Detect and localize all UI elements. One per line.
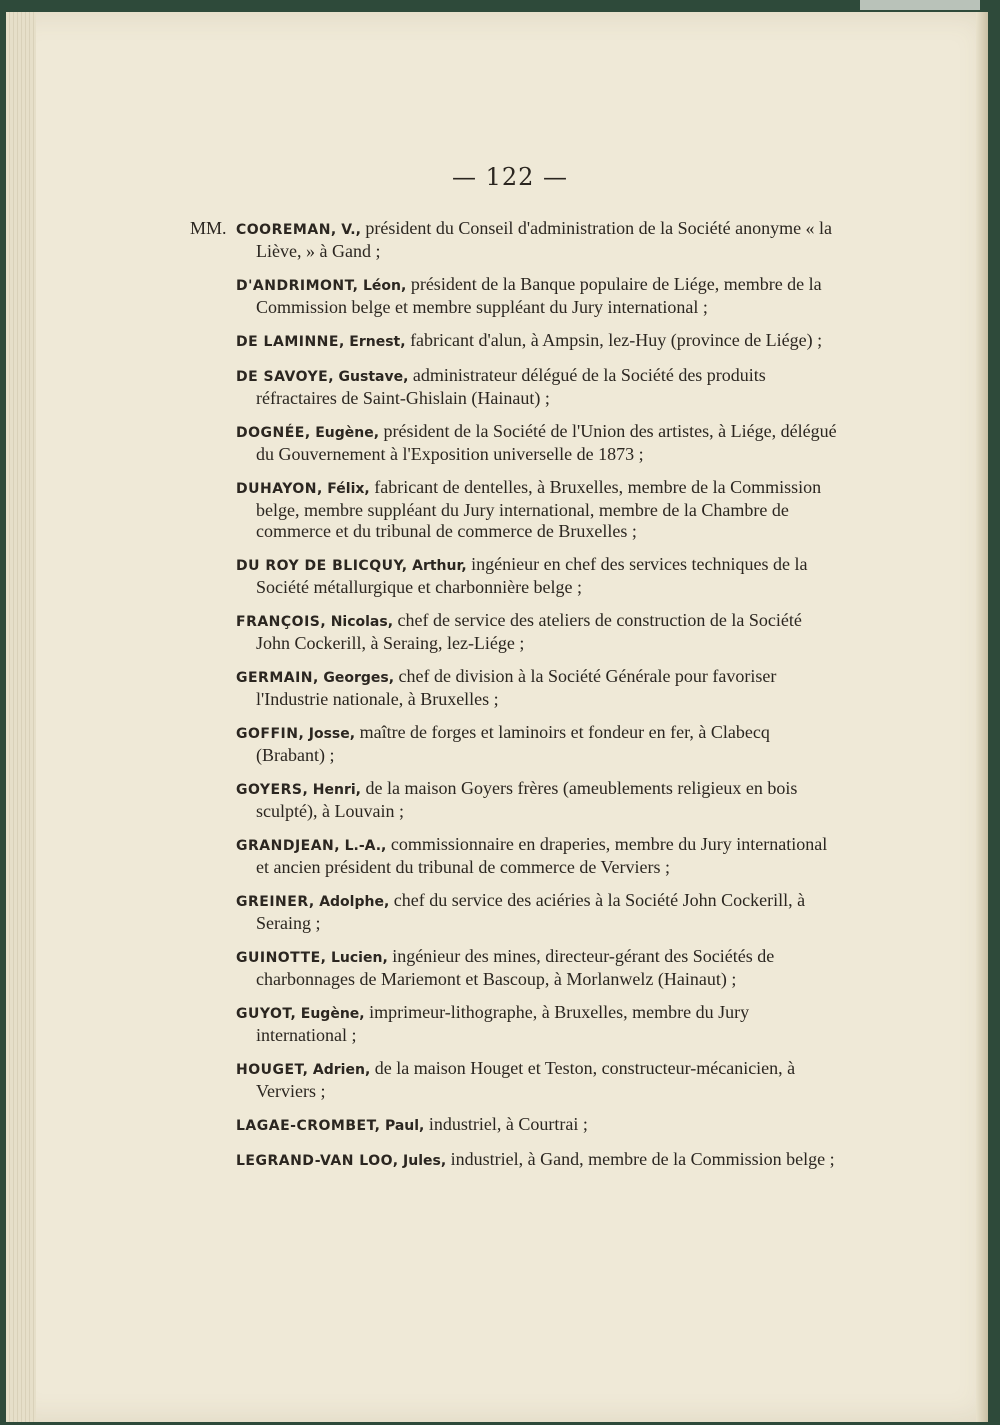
entry-description: ingénieur des mines, directeur-gérant des Sociétés de charbonnages de Mariemont et Bascoup, à Morlanwelz (Hainaut) ; — [256, 946, 775, 989]
entry-surname: DUHAYON, — [236, 481, 323, 497]
entry-description: de la maison Goyers frères (ameublements religieux en bois sculpté), à Louvain ; — [256, 778, 798, 821]
entry-description: fabricant d'alun, à Ampsin, lez-Huy (province de Liége) ; — [410, 330, 823, 350]
entry-given-name: Arthur, — [412, 558, 467, 574]
entry-given-name: Henri, — [312, 782, 361, 798]
list-item — [190, 834, 840, 878]
entry-given-name: Jules, — [403, 1153, 447, 1169]
page-right-edge — [976, 12, 988, 1422]
entry-description: industriel, à Courtrai ; — [428, 1114, 588, 1134]
entry-description: président de la Société de l'Union des artistes, à Liége, délégué du Gouvernement à l'Exposition universelle de 1873 ; — [256, 421, 837, 464]
list-item — [190, 946, 840, 990]
list-item — [190, 1114, 840, 1137]
page-leaves-edge — [6, 12, 36, 1422]
list-item — [190, 330, 840, 353]
list-item — [190, 1149, 840, 1172]
entry-surname: GERMAIN, — [236, 670, 319, 686]
entry-description: industriel, à Gand, membre de la Commission belge ; — [450, 1149, 835, 1169]
entry-description: commissionnaire en draperies, membre du Jury international et ancien président du tribunal de commerce de Verviers ; — [256, 834, 828, 877]
entry-given-name: Léon, — [363, 278, 407, 294]
entry-given-name: Ernest, — [349, 334, 406, 350]
list-item — [190, 554, 840, 598]
list-item — [190, 274, 840, 318]
entry-description: chef de division à la Société Générale pour favoriser l'Industrie nationale, à Bruxelles ; — [256, 666, 777, 709]
entry-description: imprimeur-lithographe, à Bruxelles, membre du Jury international ; — [256, 1002, 750, 1045]
list-item — [190, 218, 840, 262]
entry-given-name: Adolphe, — [319, 894, 390, 910]
entry-surname: DE SAVOYE, — [236, 369, 335, 385]
list-item — [190, 421, 840, 465]
list-item — [190, 1058, 840, 1102]
entry-surname: DE LAMINNE, — [236, 334, 345, 350]
entry-given-name: V., — [341, 222, 361, 238]
list-item — [190, 365, 840, 409]
entry-description: président de la Banque populaire de Liége, membre de la Commission belge et membre suppléant du Jury international ; — [256, 274, 822, 317]
member-list — [190, 218, 840, 1184]
entry-given-name: Paul, — [384, 1118, 425, 1134]
entry-description: chef de service des ateliers de construction de la Société John Cockerill, à Seraing, lez-Liége ; — [256, 610, 802, 653]
entry-given-name: Félix, — [327, 481, 370, 497]
entry-surname: HOUGET, — [236, 1062, 309, 1078]
honorific-prefix: MM. — [190, 218, 227, 238]
entry-given-name: Josse, — [308, 726, 356, 742]
entry-surname: GOFFIN, — [236, 726, 305, 742]
entry-surname: GOYERS, — [236, 782, 309, 798]
page-number: — 122 — — [451, 163, 569, 191]
entry-description: fabricant de dentelles, à Bruxelles, membre de la Commission belge, membre suppléant du Jury international, membre de la Chambre de commerce et du tribunal de commerce de Bruxelles ; — [256, 477, 822, 541]
entry-description: maître de forges et laminoirs et fondeur en fer, à Clabecq (Brabant) ; — [256, 722, 770, 765]
entry-given-name: Nicolas, — [330, 614, 394, 630]
entry-given-name: Eugène, — [315, 425, 380, 441]
entry-description: ingénieur en chef des services techniques de la Société métallurgique et charbonnière belge ; — [256, 554, 808, 597]
entry-description: de la maison Houget et Teston, constructeur-mécanicien, à Verviers ; — [256, 1058, 796, 1101]
entry-surname: LAGAE-CROMBET, — [236, 1118, 381, 1134]
list-item — [190, 778, 840, 822]
list-item — [190, 666, 840, 710]
list-item — [190, 890, 840, 934]
entry-given-name: L.-A., — [344, 838, 387, 854]
entry-surname: D'ANDRIMONT, — [236, 278, 359, 294]
entry-description: administrateur délégué de la Société des produits réfractaires de Saint-Ghislain (Hainaut) ; — [256, 365, 766, 408]
entry-surname: GREINER, — [236, 894, 315, 910]
binding-strip — [860, 0, 980, 10]
entry-given-name: Georges, — [323, 670, 395, 686]
entry-description: chef du service des aciéries à la Société John Cockerill, à Seraing ; — [256, 890, 806, 933]
entry-surname: GRANDJEAN, — [236, 838, 341, 854]
list-item — [190, 722, 840, 766]
entry-surname: GUYOT, — [236, 1006, 297, 1022]
entry-surname: GUINOTTE, — [236, 950, 327, 966]
entry-given-name: Gustave, — [338, 369, 409, 385]
entry-surname: COOREMAN, — [236, 222, 337, 238]
entry-surname: LEGRAND-VAN LOO, — [236, 1153, 399, 1169]
entry-surname: DU ROY DE BLICQUY, — [236, 558, 408, 574]
list-item — [190, 610, 840, 654]
list-item — [190, 1002, 840, 1046]
entry-surname: FRANÇOIS, — [236, 614, 327, 630]
entry-given-name: Eugène, — [300, 1006, 365, 1022]
entry-description: président du Conseil d'administration de la Société anonyme « la Liève, » à Gand ; — [256, 218, 833, 261]
list-item — [190, 477, 840, 542]
entry-given-name: Adrien, — [312, 1062, 371, 1078]
entry-given-name: Lucien, — [331, 950, 388, 966]
entry-surname: DOGNÉE, — [236, 425, 311, 441]
